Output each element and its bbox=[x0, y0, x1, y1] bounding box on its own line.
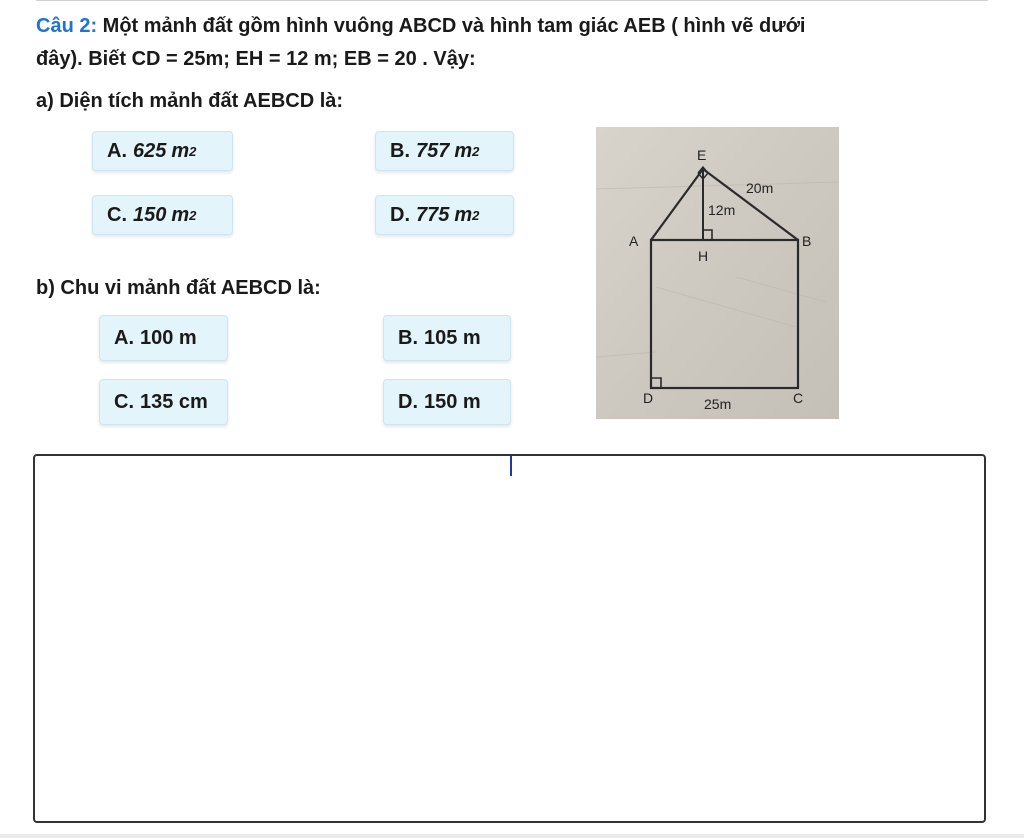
question-line-1: Một mảnh đất gồm hình vuông ABCD và hình tam giác AEB ( hình vẽ dưới bbox=[97, 15, 806, 37]
answer-textarea[interactable] bbox=[33, 454, 986, 823]
option-letter: A. bbox=[107, 139, 127, 162]
option-value: 775 bbox=[416, 203, 450, 226]
question-line-2: đây). Biết CD = 25m; EH = 12 m; EB = 20 . Vậy: bbox=[36, 48, 476, 70]
option-unit: m bbox=[171, 203, 190, 226]
option-value: 625 bbox=[133, 139, 167, 162]
option-letter: D. bbox=[390, 203, 410, 226]
option-letter: D. bbox=[398, 390, 418, 413]
label-a: A bbox=[629, 233, 639, 249]
option-value: 757 bbox=[416, 139, 450, 162]
label-d: D bbox=[643, 390, 654, 406]
option-a-C[interactable] bbox=[92, 195, 233, 235]
option-b-C[interactable] bbox=[99, 379, 228, 425]
option-unit: m bbox=[454, 139, 473, 162]
part-b-title: b) Chu vi mảnh đất AEBCD là: bbox=[36, 277, 321, 299]
option-a-A[interactable] bbox=[92, 131, 233, 171]
option-exponent: 2 bbox=[472, 143, 480, 159]
text-cursor bbox=[510, 456, 512, 476]
label-h: H bbox=[698, 248, 709, 264]
option-letter: A. bbox=[114, 326, 134, 349]
geometry-figure bbox=[596, 127, 839, 419]
label-dc-length: 25m bbox=[704, 396, 732, 412]
top-divider bbox=[36, 0, 988, 1]
option-value: 135 cm bbox=[140, 390, 208, 413]
option-value: 100 m bbox=[140, 326, 197, 349]
option-b-A[interactable] bbox=[99, 315, 228, 361]
option-letter: B. bbox=[398, 326, 418, 349]
question-text bbox=[36, 10, 996, 76]
bottom-divider bbox=[0, 834, 1024, 838]
option-unit: m bbox=[171, 139, 190, 162]
option-letter: B. bbox=[390, 139, 410, 162]
label-e: E bbox=[697, 147, 707, 163]
label-eh-length: 12m bbox=[708, 202, 736, 218]
label-eb-length: 20m bbox=[746, 180, 774, 196]
option-value: 150 bbox=[133, 203, 167, 226]
option-a-D[interactable] bbox=[375, 195, 514, 235]
option-value: 105 m bbox=[424, 326, 481, 349]
label-c: C bbox=[793, 390, 804, 406]
option-letter: C. bbox=[107, 203, 127, 226]
option-exponent: 2 bbox=[189, 143, 197, 159]
part-a-title: a) Diện tích mảnh đất AEBCD là: bbox=[36, 90, 344, 112]
figure-background bbox=[596, 127, 839, 419]
option-b-B[interactable] bbox=[383, 315, 511, 361]
option-exponent: 2 bbox=[472, 207, 480, 223]
option-b-D[interactable] bbox=[383, 379, 511, 425]
question-label: Câu 2: bbox=[36, 15, 98, 37]
option-unit: m bbox=[454, 203, 473, 226]
option-value: 150 m bbox=[424, 390, 481, 413]
option-exponent: 2 bbox=[189, 207, 197, 223]
label-b: B bbox=[802, 233, 812, 249]
option-a-B[interactable] bbox=[375, 131, 514, 171]
option-letter: C. bbox=[114, 390, 134, 413]
